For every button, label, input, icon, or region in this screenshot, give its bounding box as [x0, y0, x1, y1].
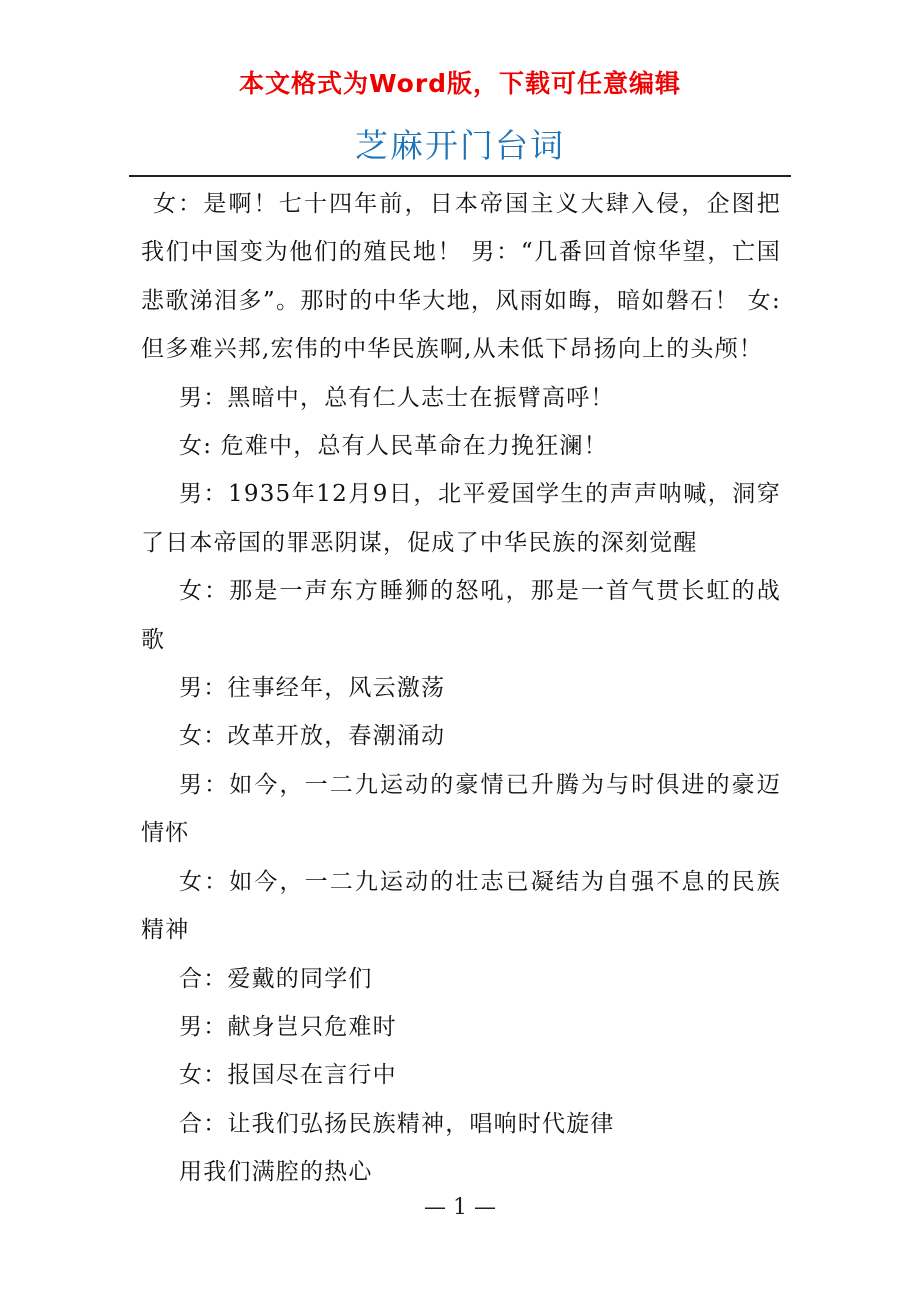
script-body	[141, 180, 781, 1197]
paragraph: 合：爱戴的同学们	[179, 965, 373, 992]
paragraph: 用我们满腔的热心	[179, 1159, 373, 1186]
paragraph: 女：报国尽在言行中	[179, 1062, 397, 1089]
paragraph: 男：1935年12月9日，北平爱国学生的声声呐喊，洞穿了日本帝国的罪恶阴谋，促成了中华民族的深刻觉醒	[141, 481, 781, 556]
paragraph-opening: 女：是啊！七十四年前，日本帝国主义大肆入侵，企图把我们中国变为他们的殖民地！ 男：“几番回首惊华望，亡国悲歌涕泪多”。那时的中华大地，风雨如晦，暗如磐石！ 女:但多难兴邦,宏伟的中华民族啊,从未低下昂扬向上的头颅！	[141, 191, 781, 363]
paragraph: 男：献身岂只危难时	[179, 1013, 397, 1040]
paragraph: 女：改革开放，春潮涌动	[179, 723, 446, 750]
paragraph: 男：黑暗中，总有仁人志士在振臂高呼！	[179, 384, 615, 411]
page-number: — 1 —	[424, 1195, 496, 1220]
paragraph: 男：往事经年，风云激荡	[179, 675, 446, 702]
document-title: 芝麻开门台词	[355, 126, 565, 165]
paragraph: 女：那是一声东方睡狮的怒吼，那是一首气贯长虹的战歌	[141, 578, 781, 653]
paragraph: 男：如今，一二九运动的豪情已升腾为与时俱进的豪迈情怀	[141, 771, 781, 847]
paragraph: 合：让我们弘扬民族精神，唱响时代旋律	[179, 1110, 615, 1137]
title-divider	[129, 175, 791, 177]
paragraph: 女：如今，一二九运动的壮志已凝结为自强不息的民族精神	[141, 868, 781, 944]
paragraph: 女: 危难中，总有人民革命在力挽狂澜！	[179, 433, 608, 460]
format-notice-banner: 本文格式为Word版，下载可任意编辑	[238, 69, 682, 98]
